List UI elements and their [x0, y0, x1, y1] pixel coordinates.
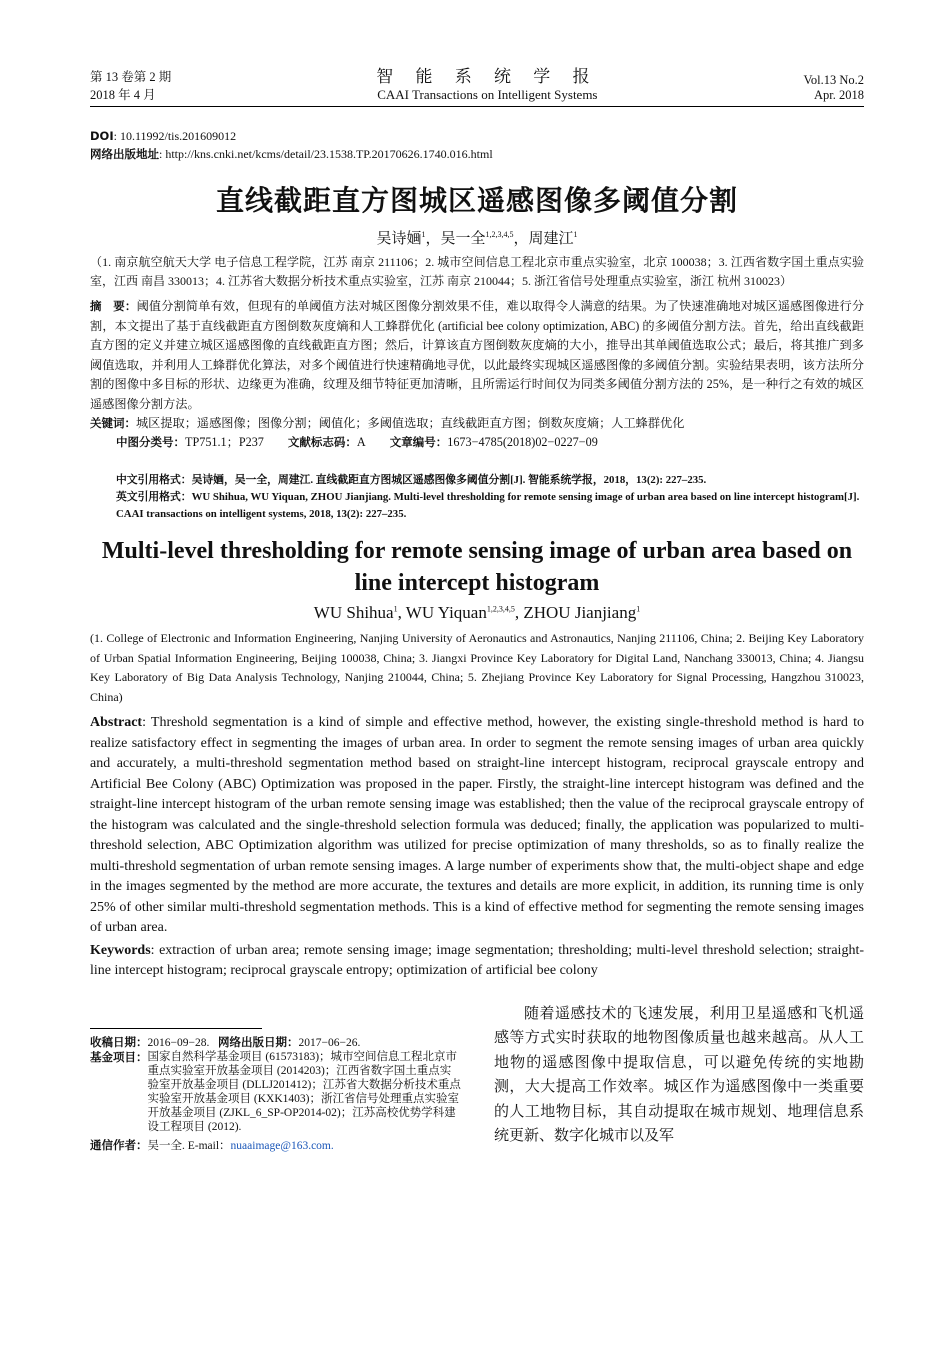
header-center [376, 62, 598, 103]
author-en-2-affil: 1,2,3,4,5 [486, 604, 515, 614]
online-date-label: 网络出版日期： [217, 1034, 299, 1049]
author-separator: , [397, 603, 406, 622]
authors-en [90, 603, 864, 623]
corresponding-author: 吴一全. E-mail： [147, 1139, 231, 1152]
footnote-block [90, 1002, 462, 1153]
fund-label: 基金项目： [90, 1049, 148, 1064]
online-address-value[interactable]: : http://kns.cnki.net/kcms/detail/23.1538.TP.20170626.1740.016.html [159, 147, 493, 161]
abstract-en-text: : Threshold segmentation is a kind of simple and effective method, however, the existing single-threshold method is hard to realize satisfactory effect in segmenting the images of urban area. In order to segment the remote sensing images of urban area quickly and accurately, a multi-threshold segmentation method based on straight-line intercept histogram, reciprocal grayscale entropy and Artificial Bee Colony (ABC) Optimization was proposed in the paper. Firstly, the straight-line intercept histogram was defined and the straight-line intercept histogram of the urban remote sensing image was established; then the value of the reciprocal grayscale entropy of the histogram was calculated and the single-threshold selection formula was deduced; finally, the application was popularized to multi-threshold selection, ABC Optimization algorithm was utilized for precise optimization of many thresholds, so as to finally realize the multi-threshold segmentation of urban remote sensing images. A large number of experiments show that, the multi-object shape and edge in the images segmented by the method are more accurate, the textures and details are more explicit, in addition, its running time is only 25% of other similar multi-threshold segmentation methods. This is a kind of effective method for segmenting the remote sensing images of urban area. [90, 715, 864, 935]
online-address-line [90, 145, 864, 163]
doi-line [90, 127, 864, 145]
author-en-2: WU Yiquan [405, 603, 487, 622]
article-number-value: 1673−4785(2018)02−0227−09 [447, 435, 598, 449]
received-label: 收稿日期： [90, 1034, 148, 1049]
online-address-label: 网络出版地址 [90, 147, 159, 161]
title-cn: 直线截距直方图城区遥感图像多阈值分割 [215, 184, 738, 217]
author-cn-2-affil: 1,2,3,4,5 [485, 230, 514, 239]
journal-name-en: CAAI Transactions on Intelligent Systems [377, 87, 598, 102]
running-header [90, 62, 864, 103]
author-en-3: ZHOU Jianjiang [523, 603, 637, 622]
keywords-en [90, 941, 864, 982]
author-en-1: WU Shihua [313, 603, 394, 622]
fund-text: 国家自然科学基金项目 (61573183)；城市空间信息工程北京市重点实验室开放基金项目 (2014203)；江西省数字国土重点实验室开放基金项目 (DLLJ201412)；江苏省大数据分析技术重点实验室开放基金项目 (KXK1403)；浙江省信号处理重点实验室开放基金项目 (ZJKL_6_SP-OP2014-02)；江苏高校优势学科建设工程项目 (2012). [147, 1050, 461, 1133]
body-text-column: 随着遥感技术的飞速发展，利用卫星遥感和飞机遥感等方式实时获取的地物图像质量也越来越高。从人工地物的遥感图像中提取信息，可以避免传统的实地勘测，大大提高工作效率。城区作为遥感图像中一类重要的人工地物目标，其自动提取在城市规划、地理信息系统更新、数字化城市以及军 [494, 1005, 864, 1144]
author-cn-1: 吴诗婳 [376, 231, 422, 247]
corresponding-author-line [90, 1138, 462, 1153]
keywords-en-label: Keywords [90, 942, 151, 958]
corresponding-label: 通信作者： [90, 1137, 148, 1152]
keywords-cn-text: 城区提取；遥感图像；图像分割；阈值化；多阈值选取；直线截距直方图；倒数灰度熵；人工蜂群优化 [136, 416, 685, 430]
author-en-1-affil: 1 [393, 604, 398, 614]
title-en: Multi-level thresholding for remote sensing image of urban area based on line intercept histogram [101, 538, 853, 596]
header-rule [90, 106, 864, 107]
author-separator: ， [425, 231, 441, 247]
author-cn-3: 周建江 [528, 231, 574, 247]
abstract-cn-text: 阈值分割简单有效，但现有的单阈值方法对城区图像分割效果不佳，难以取得令人满意的结果。为了快速准确地对城区遥感图像进行分割，本文提出了基于直线截距直方图倒数灰度熵和人工蜂群优化 (artificial bee colony optimization, ABC) 的多阈值分割方法。首先，给出直线截距直方图的定义并建立城区遥感图像的直线截距直方图；然后，计算该直方图倒数灰度熵的大小，推导出其单阈值选取公式；最后，将其推广到多阈值选取，并利用人工蜂群优化算法，对多个阈值进行快速精确地寻优，以此最终实现城区遥感图像的多阈值分割。实验结果表明，该方法所分割的图像中多目标的形状、边缘更为准确，纹理及细节特征更加清晰，且所需运行时间仅为同类多阈值分割方法的 25%，是一种行之有效的城区遥感图像分割方法。 [90, 299, 865, 411]
dates-line [90, 1035, 462, 1050]
paper-page [90, 62, 864, 1153]
clc-label: 中图分类号： [116, 435, 185, 449]
abstract-en-label: Abstract [90, 715, 143, 730]
author-cn-1-affil: 1 [421, 230, 426, 239]
doi-label: DOI [90, 129, 114, 143]
author-en-3-affil: 1 [636, 604, 641, 614]
email-link[interactable]: nuaaimage@163.com. [230, 1139, 334, 1152]
header-left [90, 67, 171, 103]
footnote-rule [90, 1028, 262, 1029]
online-date: 2017−06−26. [298, 1036, 361, 1049]
affiliation-en: (1. College of Electronic and Information Engineering, Nanjing University of Aeronautics and Astronautics, Nanjing 211106, China; 2. Beijing Key Laboratory of Urban Spatial Information Engineering, Beijing 100038, China; 3. Jiangxi Province Key Laboratory for Digital Land, Nanchang 330013, China; 4. Jiangsu Key Laboratory of Big Data Analysis Technology, Nanjing 210044, China; 5. Zhejiang Province Key Laboratory for Signal Processing, Hangzhou 310023, China) [90, 631, 864, 704]
keywords-en-text: : extraction of urban area; remote sensing image; image segmentation; thresholding; multi-level threshold selection; straight-line intercept histogram; reciprocal grayscale entropy; optimization of artificial bee colony [90, 942, 864, 978]
authors-cn [90, 227, 864, 248]
issue-date-cn: 2018 年 4 月 [90, 88, 156, 102]
author-separator: , [514, 603, 524, 622]
volume-number-en: Vol.13 No.2 [803, 73, 864, 87]
doi-value[interactable]: : 10.11992/tis.201609012 [113, 129, 237, 143]
article-number [390, 433, 598, 452]
abstract-cn-label: 摘 要： [90, 299, 137, 313]
lower-section [90, 1002, 864, 1153]
fund-line [90, 1050, 462, 1134]
affiliation-cn: （1. 南京航空航天大学 电子信息工程学院，江苏 南京 211106；2. 城市空间信息工程北京市重点实验室，北京 100038；3. 江西省数字国土重点实验室，江西 南昌 330013；4. 江苏省大数据分析技术重点实验室，江苏 南京 210044；5. 浙江省信号处理重点实验室，浙江 杭州 310023） [90, 255, 864, 288]
article-number-label: 文章编号： [389, 435, 448, 449]
received-date: 2016−09−28. [147, 1036, 210, 1049]
clc-number [116, 433, 264, 452]
volume-issue: 第 13 卷第 2 期 [90, 70, 172, 84]
author-cn-3-affil: 1 [573, 230, 578, 239]
keywords-cn [90, 414, 864, 433]
document-code-label: 文献标志码： [287, 435, 357, 449]
clc-value: TP751.1；P237 [185, 435, 264, 449]
article-meta [90, 127, 864, 163]
citation-en: 英文引用格式：WU Shihua, WU Yiquan, ZHOU Jianjiang. Multi-level thresholding for remote sensing image of urban area based on line intercept histogram[J]. CAAI transactions on intelligent systems, 2018, 13(2): 227–235. [116, 491, 860, 520]
document-code-value: A [356, 435, 366, 449]
document-code [288, 433, 366, 452]
classification-line [90, 433, 864, 452]
issue-date-en: Apr. 2018 [814, 88, 864, 102]
abstract-cn [90, 297, 864, 414]
author-cn-2: 吴一全 [440, 231, 486, 247]
keywords-cn-label: 关键词： [90, 416, 136, 430]
author-separator: ， [513, 231, 529, 247]
citation-block [90, 472, 864, 523]
header-right [803, 73, 864, 103]
citation-cn: 中文引用格式：吴诗婳，吴一全，周建江. 直线截距直方图城区遥感图像多阈值分割[J]. 智能系统学报，2018，13(2): 227–235. [116, 474, 707, 486]
abstract-en [90, 713, 864, 939]
journal-name-cn: 智 能 系 统 学 报 [376, 67, 599, 86]
